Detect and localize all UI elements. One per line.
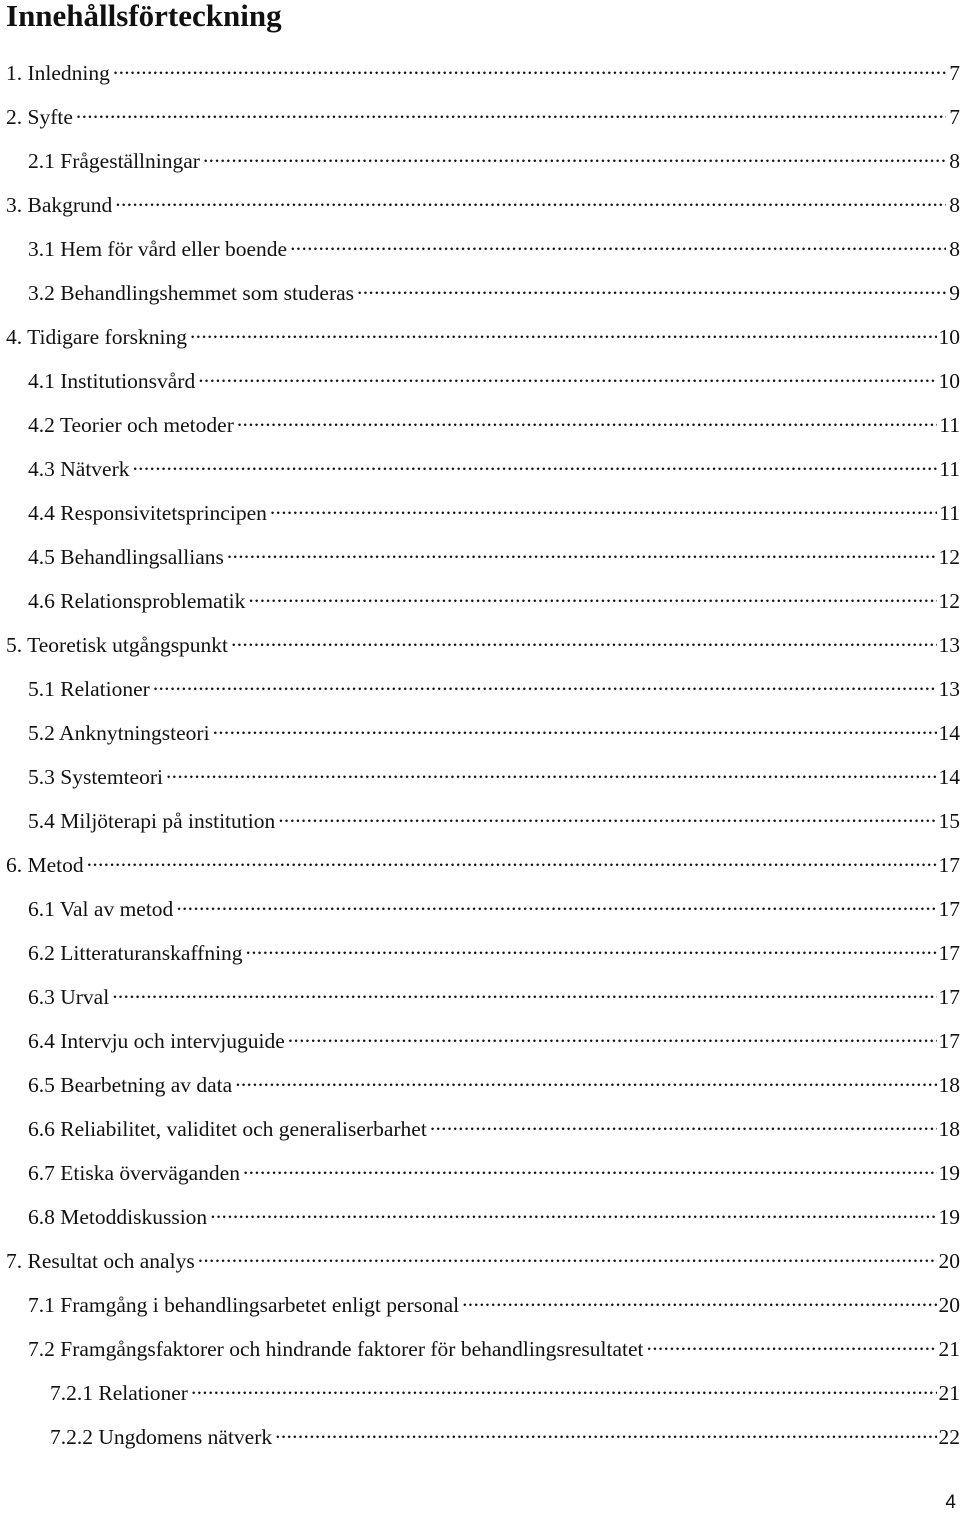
toc-entry[interactable] (0, 880, 960, 924)
toc-entry-title: 5.2 Anknytningsteori (28, 721, 210, 745)
toc-entry-page: 21 (938, 1381, 960, 1405)
dot-leader (203, 142, 946, 168)
toc-entry-title: 4. Tidigare forskning (6, 325, 187, 349)
toc-entry[interactable] (0, 44, 960, 88)
toc-entry[interactable] (0, 660, 960, 704)
toc-entry-title: 6.6 Reliabilitet, validitet och generaliserbarhet (28, 1117, 427, 1141)
toc-entry-page: 9 (949, 281, 960, 305)
dot-leader (270, 494, 937, 520)
toc-entry-title: 5. Teoretisk utgångspunkt (6, 633, 229, 657)
dot-leader (288, 1022, 937, 1048)
toc-entry-title: 6.3 Urval (28, 985, 110, 1009)
dot-leader (227, 538, 937, 564)
toc-entry[interactable] (0, 1144, 960, 1188)
page-number: 4 (945, 1492, 956, 1513)
dot-leader (133, 450, 938, 476)
toc-entry-title: 3.1 Hem för vård eller boende (28, 237, 288, 261)
dot-leader (243, 1154, 937, 1180)
dot-leader (462, 1286, 936, 1312)
dot-leader (275, 1418, 936, 1444)
toc-entry-title: 4.1 Institutionsvård (28, 369, 196, 393)
toc-entry-page: 17 (938, 1029, 960, 1053)
toc-entry-title: 6.1 Val av metod (28, 897, 174, 921)
dot-leader (290, 230, 946, 256)
toc-entry-page: 17 (938, 897, 960, 921)
toc-entry-page: 18 (938, 1117, 960, 1141)
toc-entry-title: 5.1 Relationer (28, 677, 150, 701)
toc-entry-title: 2. Syfte (6, 105, 73, 129)
dot-leader (166, 758, 937, 784)
toc-entry-page: 11 (939, 501, 960, 525)
toc-entry[interactable] (0, 484, 960, 528)
toc-entry[interactable] (0, 528, 960, 572)
toc-entry[interactable] (0, 352, 960, 396)
toc-entry[interactable] (0, 440, 960, 484)
toc-entry[interactable] (0, 176, 960, 220)
toc-entry-title: 2.1 Frågeställningar (28, 149, 200, 173)
dot-leader (213, 714, 937, 740)
toc-entry-page: 12 (938, 589, 960, 613)
toc-entry-page: 20 (938, 1249, 960, 1273)
toc-entry-title: 7.2.1 Relationer (50, 1381, 188, 1405)
dot-leader (191, 1374, 937, 1400)
toc-entry-title: 7. Resultat och analys (6, 1249, 195, 1273)
toc-entry-title: 5.4 Miljöterapi på institution (28, 809, 276, 833)
toc-entry-page: 21 (938, 1337, 960, 1361)
toc-entry-page: 8 (949, 149, 960, 173)
toc-entry[interactable] (0, 264, 960, 308)
toc-entry[interactable] (0, 1276, 960, 1320)
toc-entry-title: 4.5 Behandlingsallians (28, 545, 224, 569)
dot-leader (198, 1242, 937, 1268)
dot-leader (76, 98, 946, 124)
toc-entry[interactable] (0, 1100, 960, 1144)
toc-entry-page: 8 (949, 237, 960, 261)
toc-entry-page: 18 (938, 1073, 960, 1097)
toc-entry-title: 6.8 Metoddiskussion (28, 1205, 208, 1229)
dot-leader (198, 362, 936, 388)
dot-leader (87, 846, 937, 872)
dot-leader (153, 670, 937, 696)
toc-entry[interactable] (0, 1364, 960, 1408)
toc-entry-title: 6.5 Bearbetning av data (28, 1073, 233, 1097)
toc-entry-page: 19 (938, 1161, 960, 1185)
toc-entry[interactable] (0, 1056, 960, 1100)
page-title: Innehållsförteckning (6, 0, 282, 33)
toc-entry[interactable] (0, 132, 960, 176)
dot-leader (248, 582, 936, 608)
toc-entry-title: 4.6 Relationsproblematik (28, 589, 246, 613)
dot-leader (190, 318, 937, 344)
toc-entry[interactable] (0, 1232, 960, 1276)
toc-entry-title: 6.4 Intervju och intervjuguide (28, 1029, 285, 1053)
toc-entry-page: 12 (938, 545, 960, 569)
toc-entry-page: 13 (938, 633, 960, 657)
toc-entry[interactable] (0, 396, 960, 440)
dot-leader (235, 1066, 936, 1092)
dot-leader (246, 934, 937, 960)
toc-entry-title: 6. Metod (6, 853, 84, 877)
toc-entry-title: 4.3 Nätverk (28, 457, 130, 481)
toc-entry-title: 1. Inledning (6, 61, 110, 85)
dot-leader (357, 274, 946, 300)
toc-entry-page: 17 (938, 853, 960, 877)
toc-entry[interactable] (0, 836, 960, 880)
table-of-contents (0, 44, 960, 1452)
toc-entry-title: 6.7 Etiska överväganden (28, 1161, 240, 1185)
toc-entry-title: 3.2 Behandlingshemmet som studeras (28, 281, 355, 305)
toc-entry-page: 7 (949, 61, 960, 85)
toc-entry-title: 5.3 Systemteori (28, 765, 163, 789)
toc-entry[interactable] (0, 308, 960, 352)
dot-leader (278, 802, 936, 828)
toc-entry-title: 7.2.2 Ungdomens nätverk (50, 1425, 273, 1449)
toc-entry-page: 8 (949, 193, 960, 217)
toc-entry-page: 19 (938, 1205, 960, 1229)
toc-entry-title: 3. Bakgrund (6, 193, 113, 217)
dot-leader (647, 1330, 937, 1356)
toc-entry[interactable] (0, 924, 960, 968)
toc-entry-page: 22 (938, 1425, 960, 1449)
dot-leader (112, 978, 936, 1004)
toc-entry-page: 11 (939, 413, 960, 437)
toc-entry-page: 14 (938, 721, 960, 745)
toc-entry[interactable] (0, 1320, 960, 1364)
toc-entry[interactable] (0, 88, 960, 132)
toc-entry-title: 7.2 Framgångsfaktorer och hindrande faktorer för behandlingsresultatet (28, 1337, 644, 1361)
toc-entry-page: 17 (938, 941, 960, 965)
dot-leader (113, 54, 946, 80)
toc-entry[interactable] (0, 220, 960, 264)
toc-entry[interactable] (0, 1188, 960, 1232)
toc-entry[interactable] (0, 1408, 960, 1452)
toc-entry-title: 6.2 Litteraturanskaffning (28, 941, 243, 965)
dot-leader (430, 1110, 937, 1136)
dot-leader (231, 626, 936, 652)
toc-entry[interactable] (0, 748, 960, 792)
toc-entry-page: 17 (938, 985, 960, 1009)
toc-entry-page: 14 (938, 765, 960, 789)
toc-entry-page: 20 (938, 1293, 960, 1317)
toc-entry[interactable] (0, 704, 960, 748)
toc-entry-page: 13 (938, 677, 960, 701)
dot-leader (176, 890, 936, 916)
toc-entry[interactable] (0, 1012, 960, 1056)
dot-leader (237, 406, 937, 432)
toc-entry-page: 15 (938, 809, 960, 833)
toc-entry[interactable] (0, 968, 960, 1012)
toc-entry-page: 7 (949, 105, 960, 129)
toc-entry-title: 4.2 Teorier och metoder (28, 413, 234, 437)
toc-entry-title: 7.1 Framgång i behandlingsarbetet enligt personal (28, 1293, 460, 1317)
dot-leader (210, 1198, 936, 1224)
toc-entry-page: 10 (938, 325, 960, 349)
toc-entry-page: 11 (939, 457, 960, 481)
toc-entry[interactable] (0, 572, 960, 616)
dot-leader (115, 186, 946, 212)
toc-entry[interactable] (0, 616, 960, 660)
toc-entry[interactable] (0, 792, 960, 836)
toc-entry-title: 4.4 Responsivitetsprincipen (28, 501, 267, 525)
toc-entry-page: 10 (938, 369, 960, 393)
